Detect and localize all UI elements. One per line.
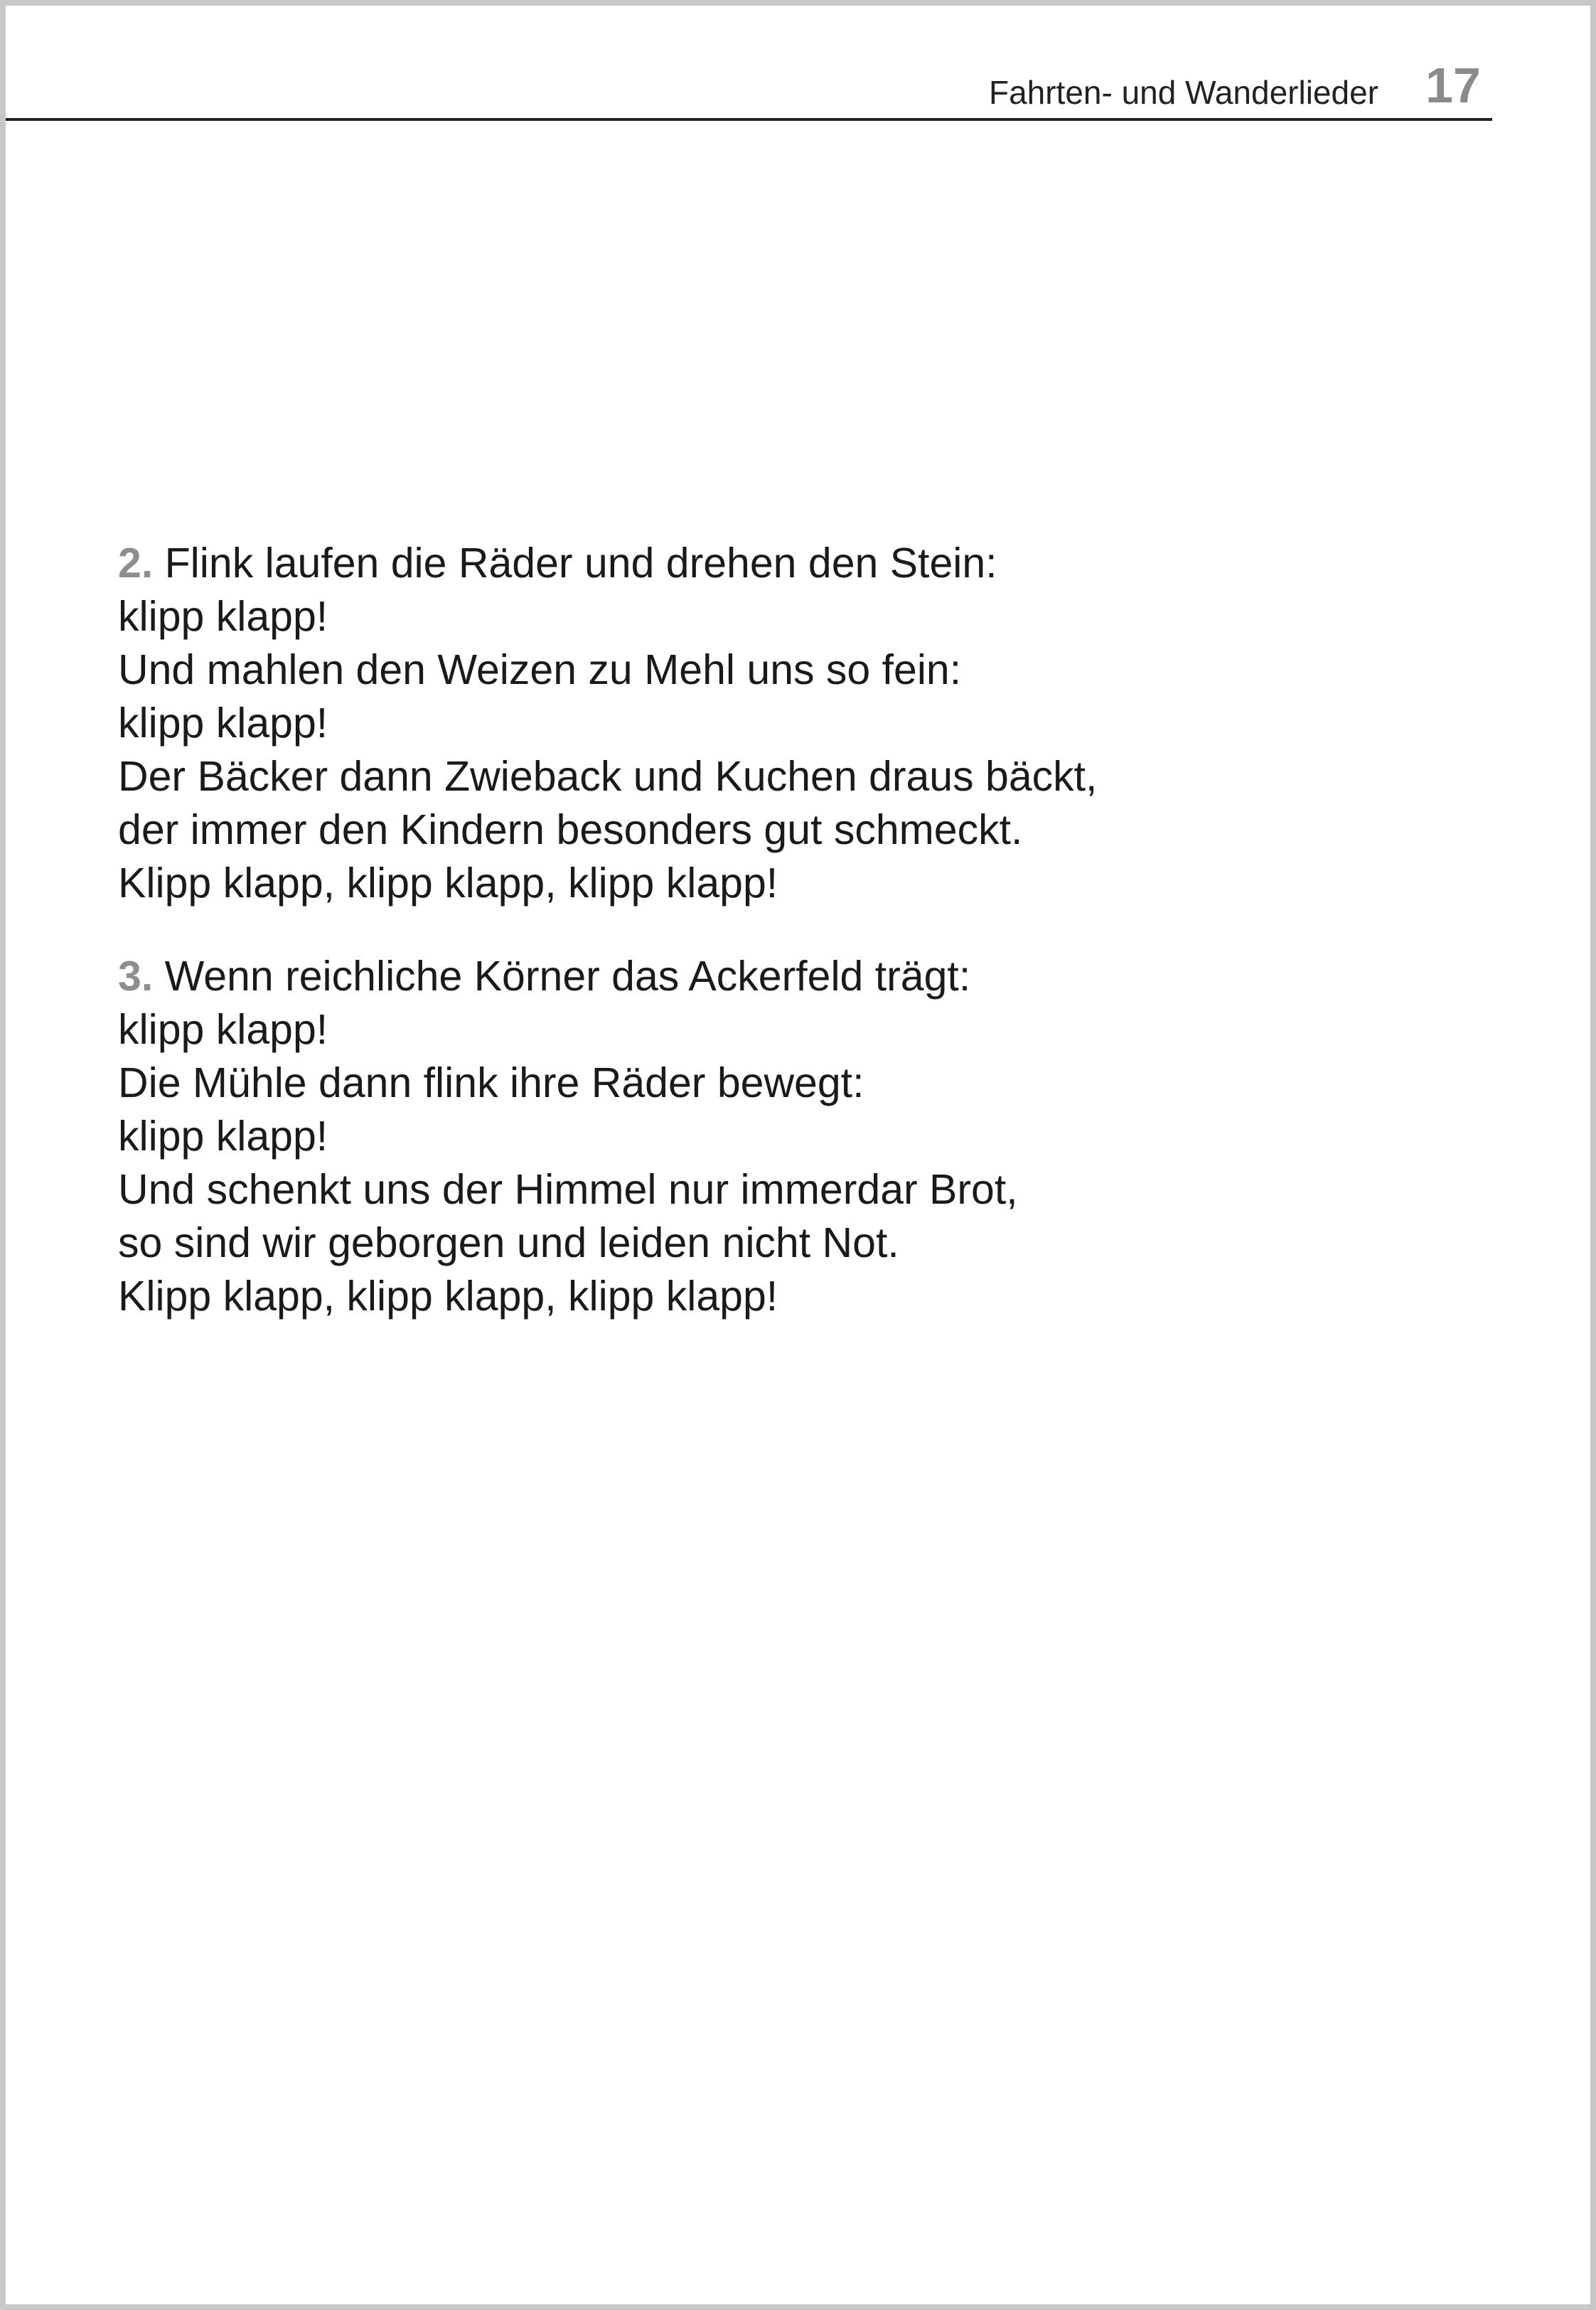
verse-line: Die Mühle dann flink ihre Räder bewegt: — [118, 1059, 864, 1106]
verse-line-text: Flink laufen die Räder und drehen den Stein: — [164, 540, 997, 587]
verse-line: klipp klapp! — [118, 1113, 328, 1160]
verse-line: klipp klapp! — [118, 1006, 328, 1053]
verse-line: Und mahlen den Weizen zu Mehl uns so fein: — [118, 646, 962, 693]
page-number: 17 — [1425, 58, 1481, 113]
verse-3 — [118, 950, 1469, 1323]
verse-line-text: Wenn reichliche Körner das Ackerfeld trägt: — [164, 953, 971, 1000]
section-title: Fahrten- und Wanderlieder — [988, 74, 1378, 111]
verse-line: klipp klapp! — [118, 700, 328, 747]
verse-line: der immer den Kindern besonders gut schmeckt. — [118, 806, 1023, 853]
verse-line — [118, 950, 1469, 1003]
verse-line — [118, 537, 1469, 590]
verse-2 — [118, 537, 1469, 910]
song-lyrics — [118, 537, 1469, 1363]
verse-line: Der Bäcker dann Zwieback und Kuchen draus bäckt, — [118, 753, 1098, 800]
verse-number: 2. — [118, 540, 154, 587]
page-header — [6, 50, 1492, 121]
verse-line: Klipp klapp, klipp klapp, klipp klapp! — [118, 860, 778, 907]
verse-line: Klipp klapp, klipp klapp, klipp klapp! — [118, 1273, 778, 1320]
verse-line: so sind wir geborgen und leiden nicht Not. — [118, 1219, 899, 1266]
verse-number: 3. — [118, 953, 154, 1000]
verse-line: klipp klapp! — [118, 593, 328, 640]
verse-line: Und schenkt uns der Himmel nur immerdar Brot, — [118, 1166, 1018, 1213]
